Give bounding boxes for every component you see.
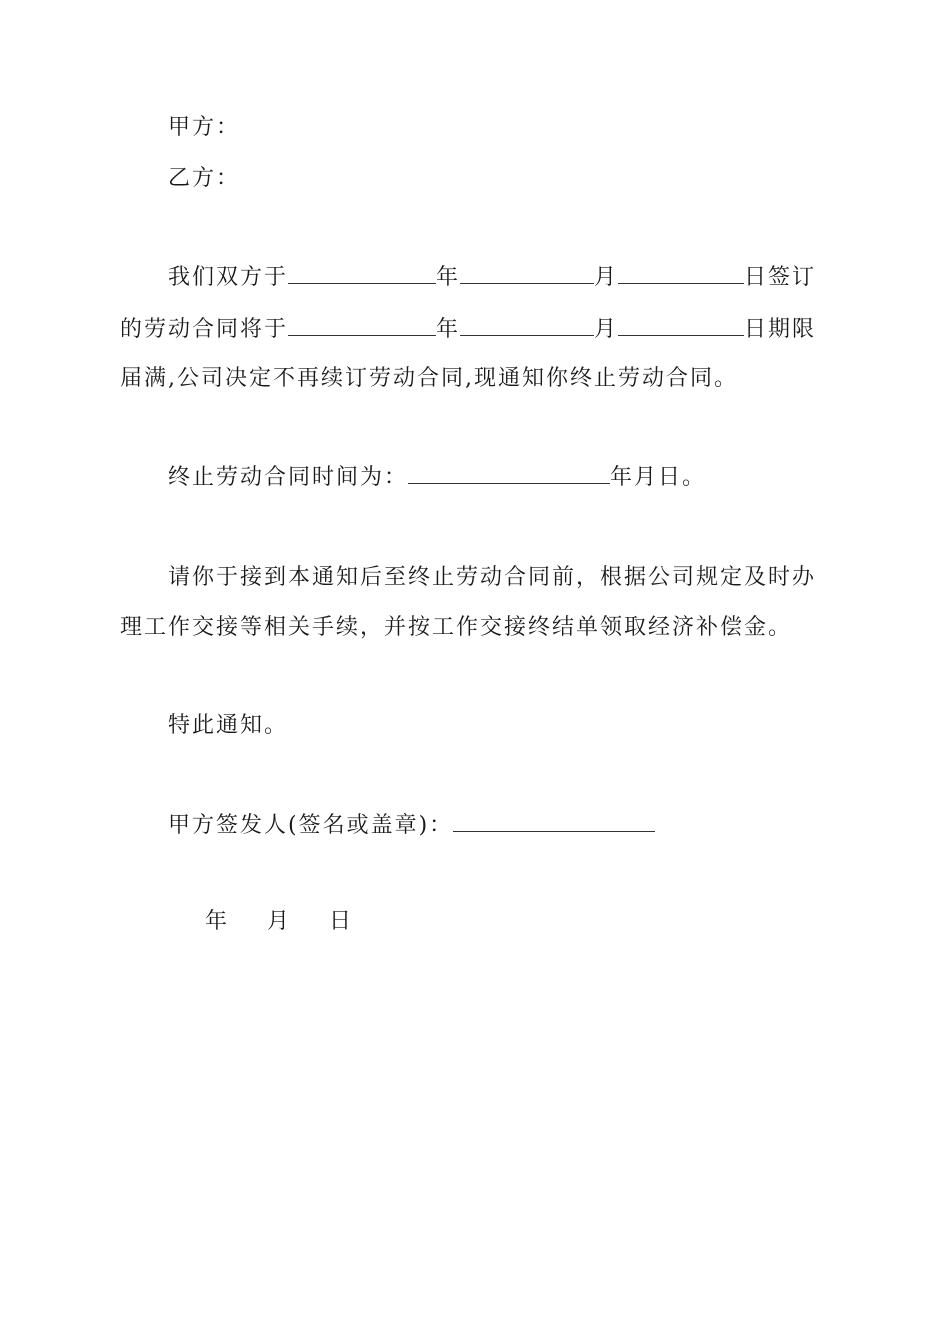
sign-month-blank[interactable]: [460, 261, 594, 284]
para2-line1: 请你于接到本通知后至终止劳动合同前，根据公司规定及时办: [168, 565, 817, 590]
expiry-month-blank[interactable]: [460, 313, 594, 336]
para1-line2-month: 月: [594, 317, 619, 342]
date-month: 月: [267, 909, 292, 934]
signer-label: 甲方签发人(签名或盖章)：: [168, 813, 454, 838]
party-b-label: 乙方：: [168, 166, 241, 191]
signer-line: [168, 809, 655, 841]
party-a-label: 甲方：: [168, 115, 241, 140]
para1-line2-prefix: 的劳动合同将于: [120, 317, 289, 342]
termination-date-line: [168, 461, 706, 493]
termination-suffix: 年月日。: [610, 465, 707, 490]
sign-day-blank[interactable]: [618, 261, 744, 284]
para2-line2: 理工作交接等相关手续，并按工作交接终结单领取经济补偿金。: [120, 615, 793, 640]
para1-line2-suffix: 日期限: [744, 317, 817, 342]
para1-line3: 届满,公司决定不再续订劳动合同,现通知你终止劳动合同。: [120, 366, 738, 391]
signature-date: [205, 907, 353, 937]
termination-date-blank[interactable]: [408, 461, 610, 484]
para1-line1-month: 月: [594, 265, 619, 290]
para1-line1-prefix: 我们双方于: [168, 265, 289, 290]
notice-text: 特此通知。: [168, 713, 289, 738]
signature-blank[interactable]: [453, 809, 655, 832]
para1-line1-suffix: 日签订: [744, 265, 817, 290]
expiry-day-blank[interactable]: [618, 313, 744, 336]
para1-line2-year: 年: [436, 317, 461, 342]
date-year: 年: [205, 909, 230, 934]
para1-line1-year: 年: [436, 265, 461, 290]
date-day: 日: [329, 909, 354, 934]
expiry-year-blank[interactable]: [288, 313, 436, 336]
sign-year-blank[interactable]: [288, 261, 436, 284]
contract-sign-date-line: [168, 261, 816, 293]
contract-expiry-date-line: [120, 313, 816, 345]
termination-prefix: 终止劳动合同时间为：: [168, 465, 409, 490]
